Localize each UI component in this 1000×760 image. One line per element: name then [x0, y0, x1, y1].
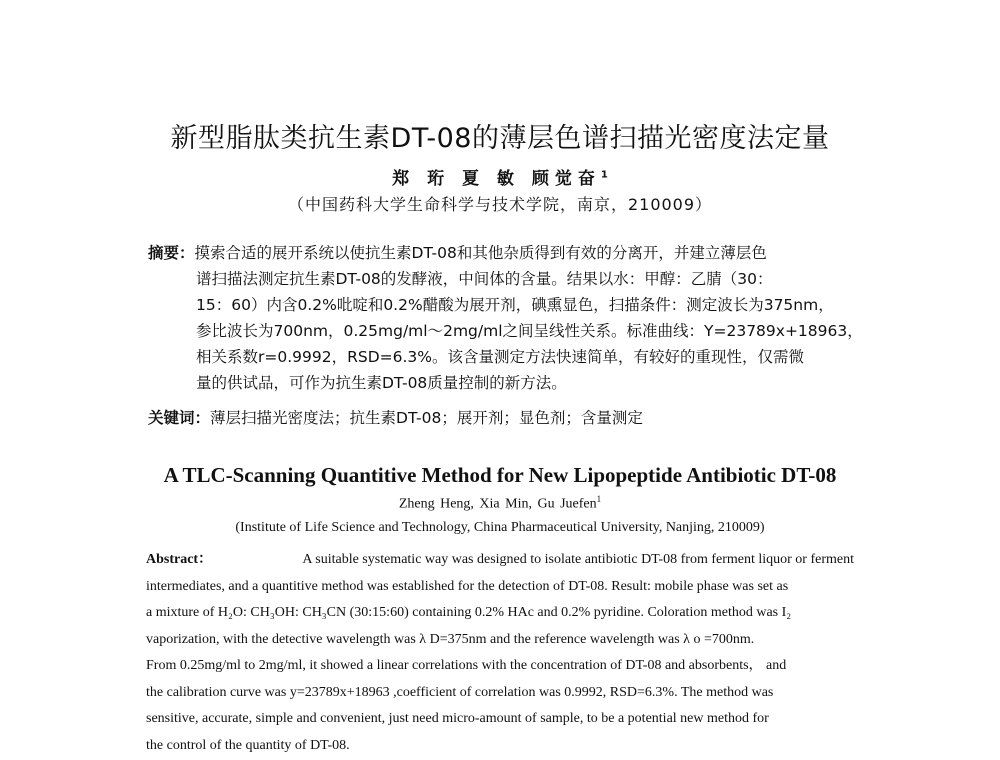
- chinese-keywords-label: 关键词：: [148, 409, 211, 427]
- chinese-title: 新型脂肽类抗生素DT-08的薄层色谱扫描光密度法定量: [170, 123, 830, 154]
- chinese-keywords-text: 薄层扫描光密度法；抗生素DT-08；展开剂；显色剂；含量测定: [210, 409, 643, 427]
- english-abstract-line: the calibration curve was y=23789x+18963 ,coefficient of correlation was 0.9992, RSD=6.3%. The method was: [146, 684, 774, 700]
- chinese-abstract-line: 15：60）内含0.2%吡啶和0.2%醋酸为展开剂，碘熏显色，扫描条件：测定波长为375nm，: [196, 296, 834, 314]
- english-affiliation: (Institute of Life Science and Technology, China Pharmaceutical University, Nanjing, 210009): [235, 520, 765, 535]
- english-title: A TLC-Scanning Quantitive Method for New Lipopeptide Antibiotic DT-08: [163, 463, 837, 487]
- english-abstract-line: intermediates, and a quantitive method was established for the detection of DT-08. Result: mobile phase was set as: [146, 578, 789, 594]
- english-abstract-label: Abstract：: [146, 552, 213, 567]
- english-abstract-line: a mixture of H₂O: CH₃OH: CH₃CN (30:15:60) containing 0.2% HAc and 0.2% pyridine. Coloration method was I₂: [146, 605, 792, 620]
- chinese-abstract-line: [148, 240, 860, 266]
- english-authors: [0, 494, 1000, 513]
- chinese-abstract-line: 相关系数r=0.9992，RSD=6.3%。该含量测定方法快速简单，有较好的重现性，仅需微: [196, 348, 805, 366]
- english-author-names: Zheng Heng, Xia Min, Gu Juefen: [398, 496, 597, 512]
- chinese-keywords: [148, 406, 860, 428]
- english-abstract-line: sensitive, accurate, simple and convenient, just need micro-amount of sample, to be a potential new method for: [146, 711, 769, 726]
- english-abstract-line: From 0.25mg/ml to 2mg/ml, it showed a linear correlations with the concentration of DT-08 and absorbents， and: [146, 658, 787, 673]
- english-author-superscript: 1: [596, 494, 602, 504]
- chinese-author-superscript: 1: [600, 169, 608, 181]
- chinese-abstract-line: 谱扫描法测定抗生素DT-08的发酵液，中间体的含量。结果以水：甲醇：乙腈（30：: [196, 270, 773, 288]
- english-abstract-line: vaporization, with the detective wavelength was λ D=375nm and the reference wavelength was λ o =700nm.: [146, 631, 755, 647]
- chinese-affiliation: （中国药科大学生命科学与技术学院，南京，210009）: [287, 195, 713, 214]
- chinese-abstract-line: 量的供试品，可作为抗生素DT-08质量控制的新方法。: [196, 374, 567, 392]
- chinese-author-names: 郑 珩 夏 敏 顾觉奋: [392, 169, 601, 189]
- english-abstract-line: [146, 547, 854, 574]
- chinese-abstract-label: 摘要：: [148, 244, 195, 262]
- english-abstract-line: the control of the quantity of DT-08.: [146, 737, 350, 753]
- chinese-abstract: [148, 240, 863, 396]
- chinese-abstract-text: 摸索合适的展开系统以使抗生素DT-08和其他杂质得到有效的分离开，并建立薄层色: [194, 244, 767, 262]
- chinese-abstract-line: 参比波长为700nm，0.25mg/ml～2mg/ml之间呈线性关系。标准曲线：Y=23789x+18963，: [196, 322, 863, 340]
- english-abstract: [146, 547, 854, 759]
- english-abstract-text: A suitable systematic way was designed to isolate antibiotic DT-08 from ferment liquor or ferment: [302, 552, 854, 567]
- chinese-authors: [0, 164, 1000, 189]
